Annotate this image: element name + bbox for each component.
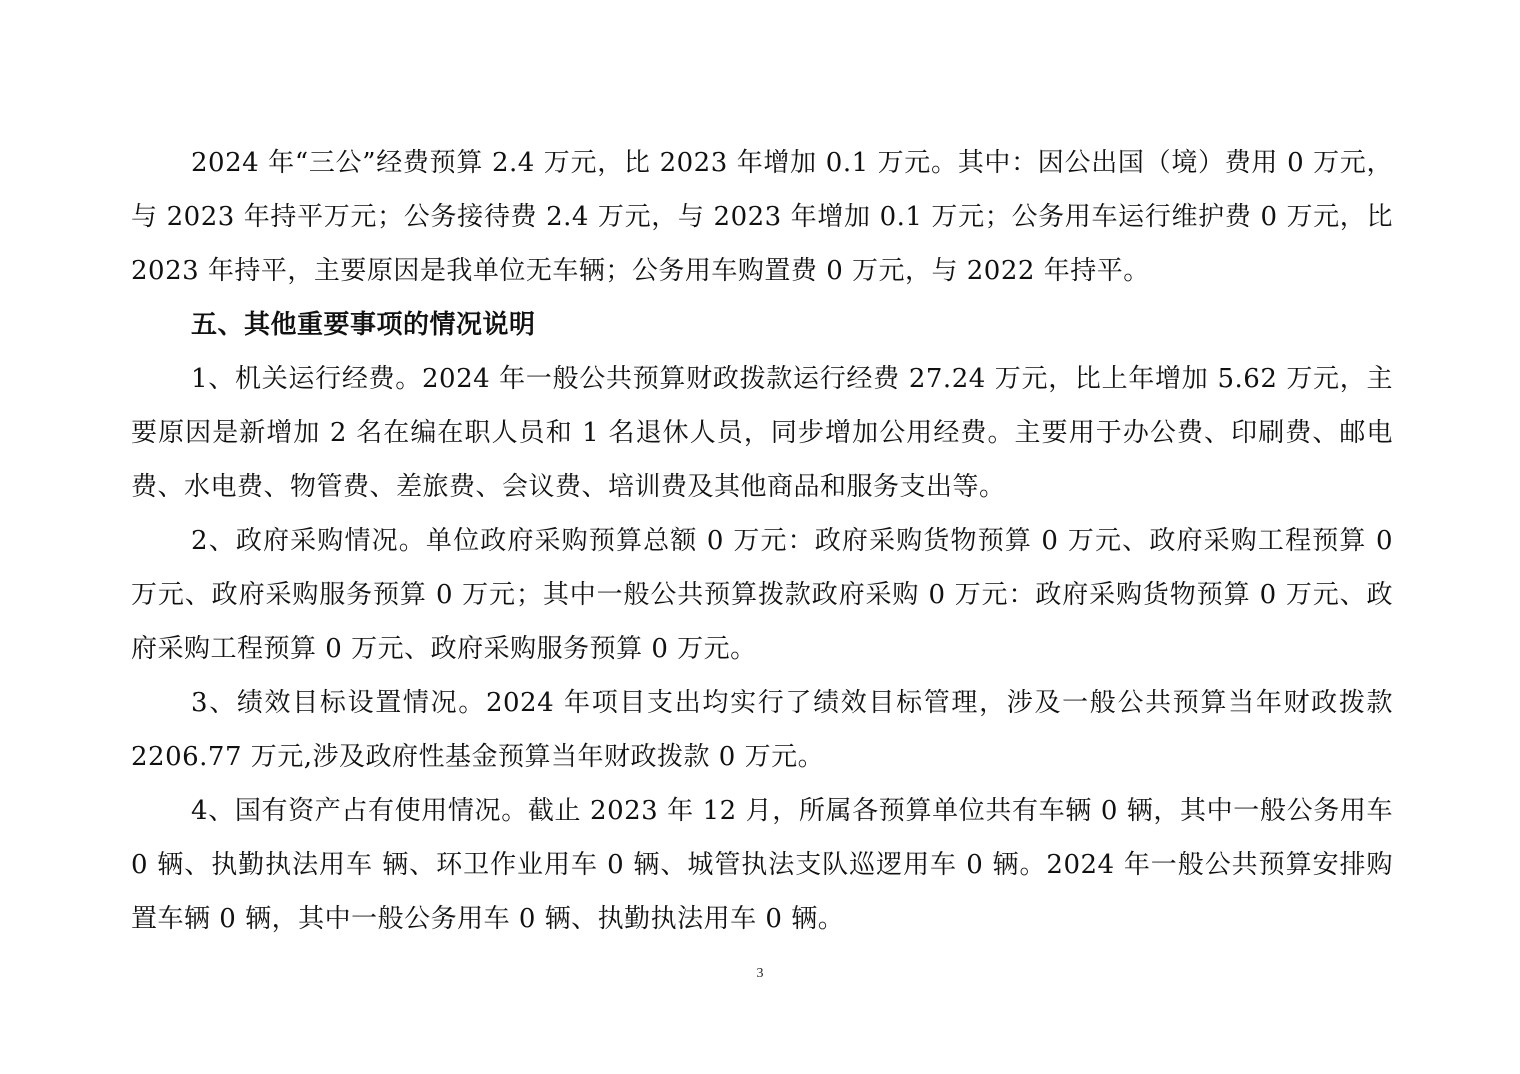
item-text-state-assets: 截止 2023 年 12 月，所属各预算单位共有车辆 0 辆，其中一般公务用车 0 辆、执勤执法用车 辆、环卫作业用车 0 辆、城管执法支队巡逻用车 0 辆。2024 年一般公共预算安排购置车辆 0 辆，其中一般公务用车 0 辆、执勤执法用车 0 辆。 — [131, 796, 1393, 934]
paragraph-three-public-expenses: 2024 年“三公”经费预算 2.4 万元，比 2023 年增加 0.1 万元。其中：因公出国（境）费用 0 万元，与 2023 年持平万元；公务接待费 2.4 万元，与 2023 年增加 0.1 万元；公务用车运行维护费 0 万元，比 2023 年持平，主要原因是我单位无车辆；公务用车购置费 0 万元，与 2022 年持平。 — [131, 148, 1393, 286]
paragraph-performance-targets — [131, 676, 1393, 784]
section-heading-other-matters: 五、其他重要事项的情况说明 — [191, 310, 536, 340]
page-body — [131, 136, 1393, 946]
item-text-government-procurement: 单位政府采购预算总额 0 万元：政府采购货物预算 0 万元、政府采购工程预算 0 万元、政府采购服务预算 0 万元；其中一般公共预算拨款政府采购 0 万元：政府采购货物预算 0 万元、政府采购工程预算 0 万元、政府采购服务预算 0 万元。 — [131, 526, 1394, 664]
item-text-office-operating-funds: 2024 年一般公共预算财政拨款运行经费 27.24 万元，比上年增加 5.62 万元，主要原因是新增加 2 名在编在职人员和 1 名退休人员，同步增加公用经费。主要用于办公费、印刷费、邮电费、水电费、物管费、差旅费、会议费、培训费及其他商品和服务支出等。 — [131, 364, 1393, 502]
paragraph-government-procurement — [131, 514, 1393, 676]
page-number: 3 — [756, 966, 764, 981]
item-lead-state-assets: 4、国有资产占有使用情况。 — [191, 796, 528, 826]
item-lead-government-procurement: 2、政府采购情况。 — [191, 526, 426, 556]
item-lead-performance-targets: 3、绩效目标设置情况。 — [191, 688, 486, 718]
item-lead-office-operating-funds: 1、机关运行经费。 — [191, 364, 422, 394]
paragraph-state-assets — [131, 784, 1393, 946]
item-text-performance-targets: 2024 年项目支出均实行了绩效目标管理，涉及一般公共预算当年财政拨款 2206.77 万元,涉及政府性基金预算当年财政拨款 0 万元。 — [131, 688, 1394, 772]
paragraph-office-operating-funds — [131, 352, 1393, 514]
